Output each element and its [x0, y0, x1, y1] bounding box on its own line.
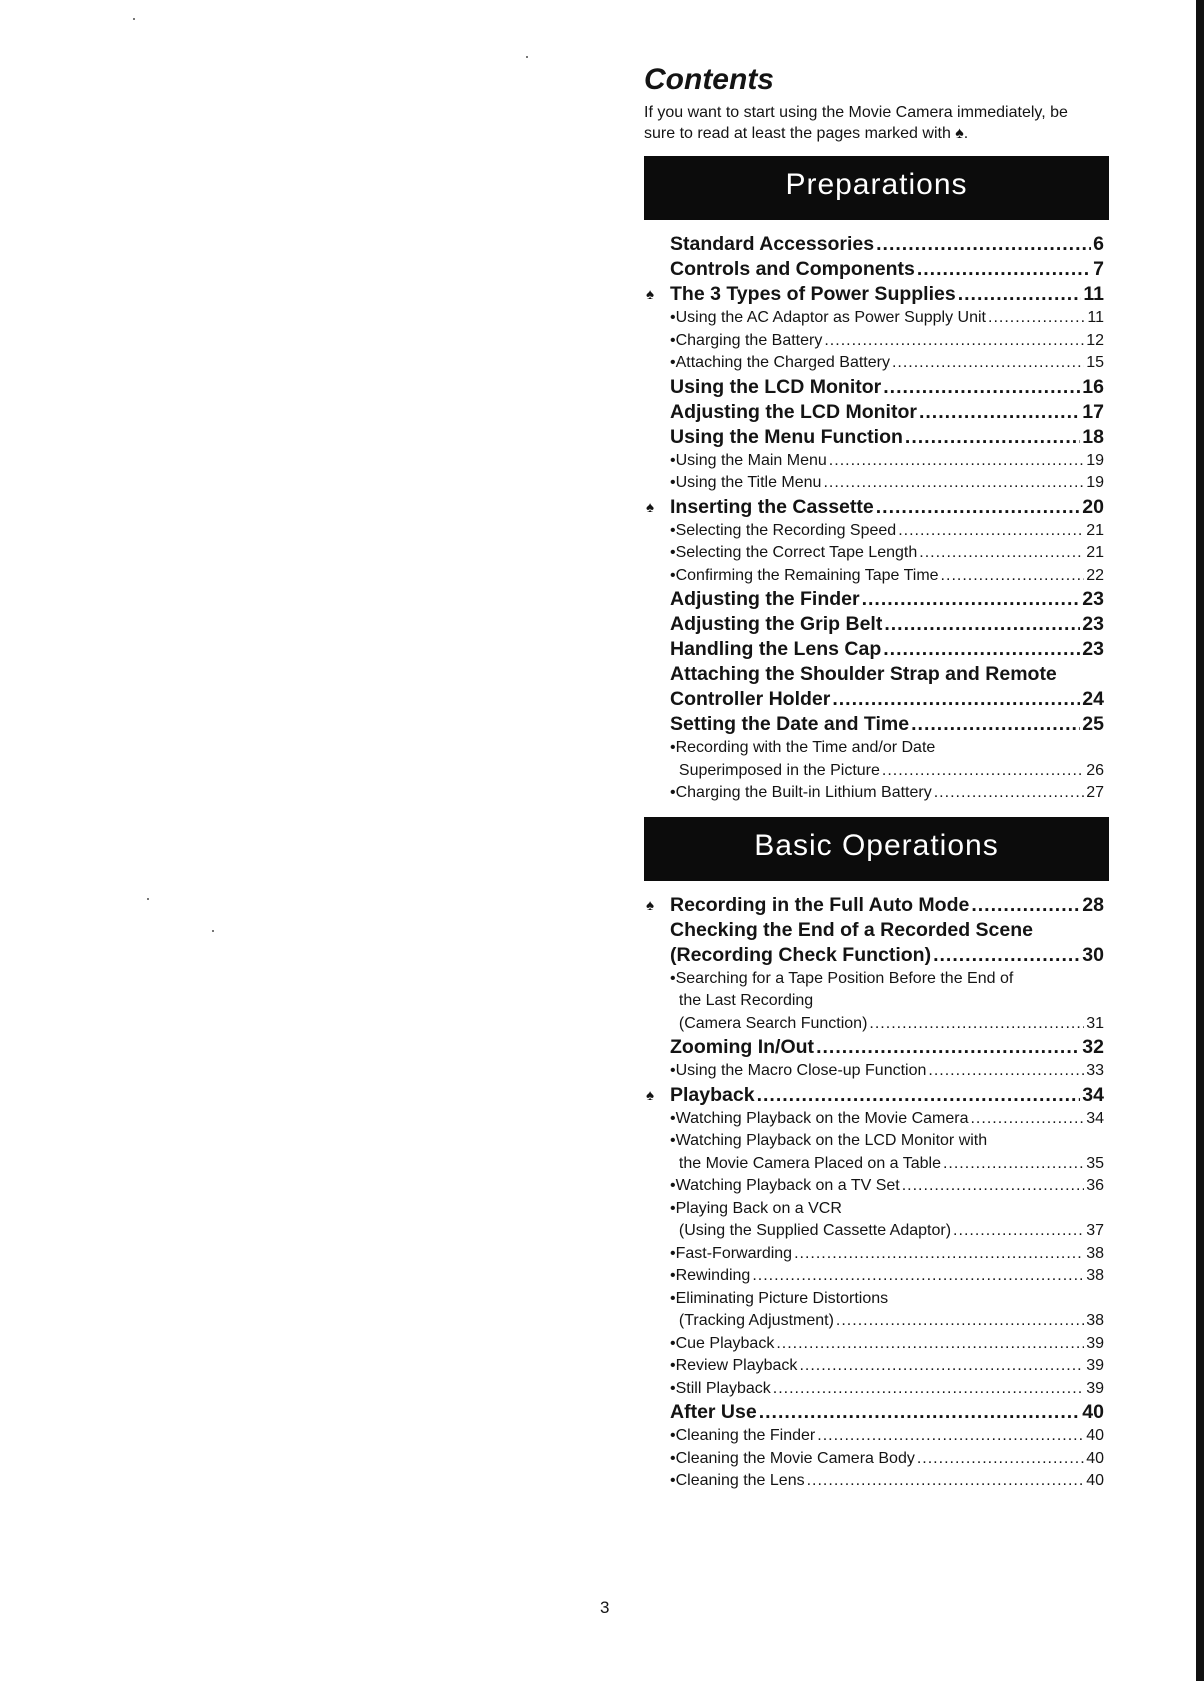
toc-entry-text: •Attaching the Charged Battery [670, 354, 890, 371]
scan-speck [147, 898, 149, 900]
toc-page-number: 30 [1082, 943, 1104, 966]
toc-entry-text: Using the LCD Monitor [670, 375, 882, 398]
dot-leader [911, 712, 1080, 737]
toc-entry-text: Setting the Date and Time [670, 713, 910, 735]
toc-page-number: 22 [1086, 566, 1104, 584]
toc-entry-line [644, 918, 1104, 943]
toc-page-number: 31 [1086, 1014, 1104, 1032]
toc-entry-text: Checking the End of a Recorded Scene [670, 918, 1033, 941]
toc-entry-line [644, 1198, 1104, 1221]
dot-leader [898, 520, 1084, 543]
toc-entry-text: (Recording Check Function) [670, 943, 932, 966]
toc-page-number: 40 [1086, 1472, 1104, 1489]
toc-entry-text: Attaching the Shoulder Strap and Remote [670, 663, 1057, 685]
toc-entry-text: •Charging the Built-in Lithium Battery [670, 784, 932, 801]
toc-subentry [644, 352, 1104, 375]
toc-entry-text: The 3 Types of Power Supplies [670, 283, 956, 305]
toc-entry-text: the Last Recording [670, 992, 814, 1009]
dot-leader [892, 352, 1084, 375]
toc-entry [644, 425, 1104, 450]
toc-page-number: 27 [1086, 784, 1104, 801]
toc-entry-text: (Tracking Adjustment) [670, 1312, 834, 1329]
toc-page-number: 34 [1082, 1083, 1104, 1106]
toc-page-number: 40 [1086, 1449, 1104, 1467]
toc-subentry [644, 520, 1104, 543]
toc-entry-text: Handling the Lens Cap [670, 638, 882, 660]
toc-page-number: 17 [1082, 400, 1104, 423]
toc-entry-text: (Using the Supplied Cassette Adaptor) [670, 1222, 952, 1239]
dot-leader [943, 1153, 1084, 1176]
toc-subentry [644, 472, 1104, 495]
toc-entry-text: Controller Holder [670, 688, 831, 710]
dot-leader [905, 425, 1080, 450]
toc-page-number: 18 [1082, 425, 1104, 448]
toc-entry-text: •Watching Playback on the Movie Camera [670, 1109, 969, 1127]
toc-subentry [644, 1378, 1104, 1401]
dot-leader [829, 450, 1084, 473]
dot-leader [958, 282, 1082, 307]
toc-subentry [644, 1013, 1104, 1036]
toc-entry-text: •Cleaning the Finder [670, 1427, 816, 1444]
toc-entry-text: Standard Accessories [670, 233, 875, 255]
toc-entry-text: •Rewinding [670, 1267, 751, 1284]
toc-page-number: 12 [1086, 331, 1104, 349]
dot-leader [757, 1083, 1081, 1108]
toc-subentry [644, 1310, 1104, 1333]
toc-entry-text: •Review Playback [670, 1357, 798, 1374]
dot-leader [776, 1333, 1084, 1356]
toc-page-number: 38 [1086, 1312, 1104, 1329]
toc-page-number: 19 [1086, 451, 1104, 469]
dot-leader [752, 1265, 1084, 1288]
toc-entry-text: Adjusting the Finder [670, 588, 860, 610]
section-banner [644, 156, 1109, 220]
toc-subentry [644, 1470, 1104, 1493]
toc-subentry [644, 1448, 1104, 1471]
toc-page-number: 11 [1087, 309, 1104, 326]
toc-entry-text: After Use [670, 1401, 757, 1423]
toc-page-number: 16 [1082, 375, 1104, 398]
toc-page-number: 23 [1082, 588, 1104, 610]
toc-page-number: 38 [1086, 1267, 1104, 1284]
section-heading: Basic Operations [754, 828, 999, 862]
section-banner [644, 817, 1109, 881]
dot-leader [917, 257, 1091, 282]
dot-leader [817, 1425, 1084, 1448]
toc-subentry [644, 330, 1104, 353]
toc-page-number: 6 [1093, 233, 1104, 255]
toc-entry-text: Adjusting the LCD Monitor [670, 400, 917, 423]
toc-subentry [644, 542, 1104, 565]
toc-entry [644, 257, 1104, 282]
toc-subentry [644, 1243, 1104, 1266]
spade-marker-icon: ♠ [646, 286, 654, 303]
dot-leader [971, 893, 1080, 918]
toc-entry-text: Controls and Components [670, 258, 915, 280]
toc-list [644, 232, 1104, 805]
toc-entry-text: Inserting the Cassette [670, 495, 874, 518]
dot-leader [773, 1378, 1084, 1401]
toc-entry [644, 587, 1104, 612]
contents-column [644, 58, 1104, 1505]
toc-page-number: 21 [1086, 521, 1104, 539]
toc-page-number: 37 [1086, 1222, 1104, 1239]
toc-page-number: 35 [1086, 1154, 1104, 1172]
toc-entry-text: •Cleaning the Lens [670, 1472, 805, 1489]
toc-entry-text: •Recording with the Time and/or Date [670, 739, 936, 756]
toc-entry-text: •Confirming the Remaining Tape Time [670, 566, 939, 584]
toc-entry-text: •Cue Playback [670, 1334, 775, 1352]
dot-leader [836, 1310, 1084, 1333]
dot-leader [917, 1448, 1084, 1471]
toc-page-number: 39 [1086, 1379, 1104, 1397]
toc-entry-text: •Searching for a Tape Position Before the End of [670, 969, 1014, 987]
toc-entry-text: •Using the Title Menu [670, 474, 822, 491]
dot-leader [988, 307, 1085, 330]
toc-page-number: 20 [1082, 495, 1104, 518]
dot-leader [933, 943, 1080, 968]
toc-subentry [644, 1425, 1104, 1448]
toc-entry-text: •Charging the Battery [670, 331, 823, 349]
dot-leader [882, 760, 1084, 783]
toc-entry-text: •Fast-Forwarding [670, 1244, 793, 1262]
toc-entry [644, 712, 1104, 737]
toc-subentry [644, 1153, 1104, 1176]
toc-page-number: 19 [1086, 474, 1104, 491]
toc-page-number: 15 [1086, 354, 1104, 371]
toc-entry-text: •Playing Back on a VCR [670, 1199, 842, 1217]
toc-subentry [644, 565, 1104, 588]
toc-entry [644, 612, 1104, 637]
toc-entry-text: the Movie Camera Placed on a Table [670, 1154, 941, 1172]
toc-subentry [644, 1355, 1104, 1378]
toc-page-number: 40 [1082, 1401, 1104, 1423]
toc-entry-text: Using the Menu Function [670, 425, 903, 448]
toc-entry [644, 232, 1104, 257]
toc-entry-text: Recording in the Full Auto Mode [670, 893, 970, 916]
dot-leader [953, 1220, 1084, 1243]
spade-marker-icon: ♠ [646, 1086, 654, 1104]
toc-page-number: 23 [1082, 638, 1104, 660]
intro-text: If you want to start using the Movie Camera immediately, be sure to read at least the pages marked with ♠. [644, 104, 1068, 142]
dot-leader [799, 1355, 1084, 1378]
spade-marker-icon: ♠ [646, 498, 654, 516]
dot-leader [807, 1470, 1085, 1493]
page-title: Contents [644, 63, 774, 96]
scan-edge-bar [1196, 0, 1204, 1681]
toc-page-number: 40 [1086, 1427, 1104, 1444]
toc-entry [644, 1083, 1104, 1108]
dot-leader [919, 542, 1084, 565]
dot-leader [876, 495, 1081, 520]
toc-subentry [644, 1060, 1104, 1083]
dot-leader [884, 612, 1080, 637]
toc-entry-text: •Using the Main Menu [670, 451, 827, 469]
toc-page-number: 38 [1086, 1244, 1104, 1262]
toc-page-number: 7 [1093, 258, 1104, 280]
dot-leader [919, 400, 1080, 425]
dot-leader [876, 232, 1091, 257]
toc-subentry [644, 782, 1104, 805]
toc-sections [644, 156, 1104, 1493]
toc-page-number: 33 [1086, 1062, 1104, 1079]
toc-entry [644, 495, 1104, 520]
scan-speck [212, 930, 214, 932]
dot-leader [883, 375, 1080, 400]
toc-entry [644, 637, 1104, 662]
dot-leader [862, 587, 1081, 612]
toc-page-number: 21 [1086, 544, 1104, 561]
toc-entry-text: •Eliminating Picture Distortions [670, 1289, 889, 1307]
toc-page-number: 39 [1086, 1334, 1104, 1352]
dot-leader [794, 1243, 1084, 1266]
toc-entry-text: Superimposed in the Picture [670, 761, 880, 779]
toc-entry-line [644, 1288, 1104, 1311]
toc-subentry [644, 1108, 1104, 1131]
toc-entry [644, 375, 1104, 400]
toc-page-number: 26 [1086, 761, 1104, 779]
toc-entry [644, 1035, 1104, 1060]
toc-subentry [644, 1265, 1104, 1288]
toc-page-number: 23 [1082, 613, 1104, 635]
toc-entry-text: •Selecting the Correct Tape Length [670, 544, 918, 561]
dot-leader [970, 1108, 1084, 1131]
toc-entry-text: •Using the Macro Close-up Function [670, 1062, 927, 1079]
toc-entry-line [644, 1130, 1104, 1153]
toc-entry-line [644, 968, 1104, 991]
toc-page-number: 25 [1082, 713, 1104, 735]
toc-subentry [644, 760, 1104, 783]
toc-page-number: 36 [1086, 1177, 1104, 1194]
section-heading: Preparations [785, 168, 968, 201]
toc-subentry [644, 1175, 1104, 1198]
page-number: 3 [600, 1598, 610, 1617]
toc-page-number: 34 [1086, 1109, 1104, 1127]
scan-speck [526, 56, 528, 58]
toc-entry [644, 943, 1104, 968]
dot-leader [759, 1400, 1081, 1425]
toc-entry-text: Adjusting the Grip Belt [670, 613, 883, 635]
toc-page-number: 11 [1083, 283, 1104, 305]
toc-subentry [644, 1220, 1104, 1243]
scan-speck [133, 18, 135, 20]
toc-subentry [644, 450, 1104, 473]
toc-entry-line [644, 662, 1104, 687]
toc-entry-text: •Cleaning the Movie Camera Body [670, 1449, 915, 1467]
toc-entry-text: •Using the AC Adaptor as Power Supply Unit [670, 309, 986, 326]
dot-leader [823, 472, 1084, 495]
toc-page-number: 32 [1082, 1036, 1104, 1058]
toc-page-number: 28 [1082, 893, 1104, 916]
toc-page-number: 24 [1082, 688, 1104, 710]
dot-leader [832, 687, 1080, 712]
toc-entry [644, 893, 1104, 918]
dot-leader [902, 1175, 1084, 1198]
dot-leader [928, 1060, 1084, 1083]
toc-entry-text: •Still Playback [670, 1379, 771, 1397]
dot-leader [816, 1035, 1080, 1060]
dot-leader [824, 330, 1084, 353]
toc-entry-text: •Selecting the Recording Speed [670, 521, 897, 539]
toc-entry-text: (Camera Search Function) [670, 1014, 868, 1032]
dot-leader [869, 1013, 1084, 1036]
toc-entry [644, 1400, 1104, 1425]
toc-entry-line [644, 737, 1104, 760]
toc-list [644, 893, 1104, 1493]
toc-subentry [644, 1333, 1104, 1356]
dot-leader [941, 565, 1085, 588]
toc-entry-text: •Watching Playback on the LCD Monitor with [670, 1132, 988, 1149]
dot-leader [883, 637, 1080, 662]
spade-marker-icon: ♠ [646, 896, 654, 914]
toc-page-number: 39 [1086, 1357, 1104, 1374]
toc-entry [644, 282, 1104, 307]
toc-entry-text: •Watching Playback on a TV Set [670, 1177, 900, 1194]
toc-entry [644, 687, 1104, 712]
dot-leader [934, 782, 1084, 805]
toc-subentry [644, 307, 1104, 330]
toc-entry-line [644, 990, 1104, 1013]
toc-entry-text: Playback [670, 1083, 755, 1106]
toc-entry-text: Zooming In/Out [670, 1036, 815, 1058]
toc-entry [644, 400, 1104, 425]
